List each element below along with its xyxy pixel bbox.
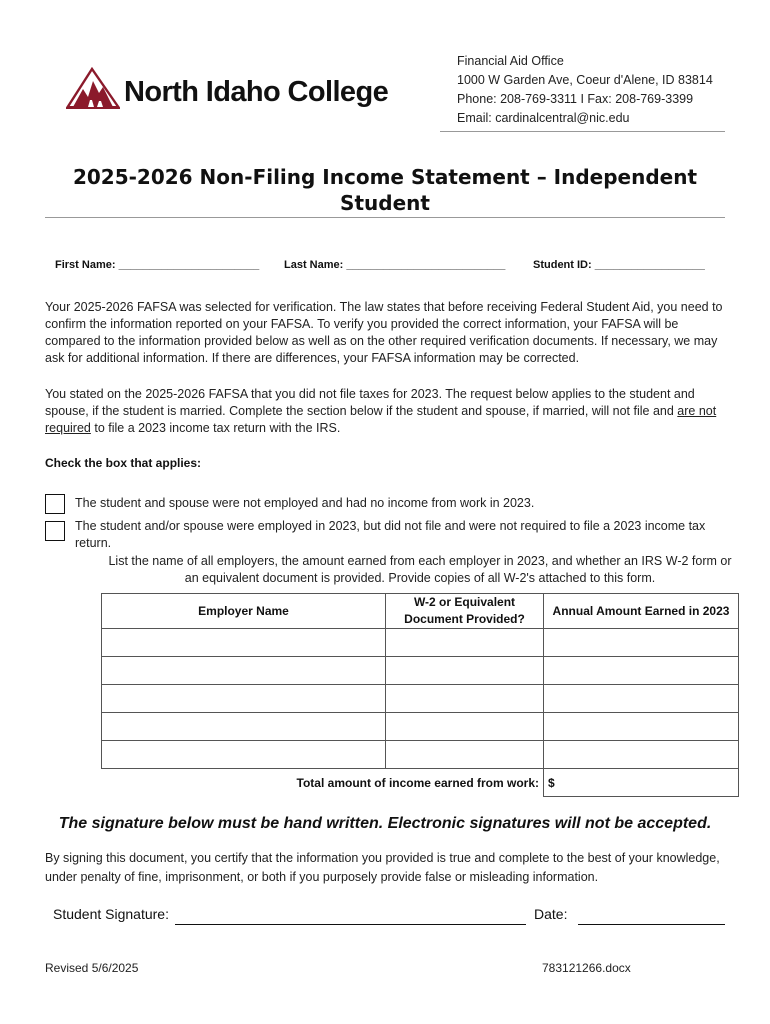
- student-signature-line[interactable]: [175, 924, 526, 925]
- employer-table: [101, 593, 739, 797]
- table-row: [102, 629, 739, 657]
- office-contact-block: [457, 52, 713, 128]
- total-income-label: Total amount of income earned from work:: [102, 769, 544, 797]
- college-name: North Idaho College: [124, 76, 389, 108]
- annual-amount-header: Annual Amount Earned in 2023: [544, 594, 739, 629]
- annual-amount-cell[interactable]: [544, 657, 739, 685]
- office-email: Email: cardinalcentral@nic.edu: [457, 111, 630, 125]
- office-phone-fax: Phone: 208-769-3311 I Fax: 208-769-3399: [457, 92, 694, 106]
- table-total-row: [102, 769, 739, 797]
- non-filing-text-2: to file a 2023 income tax return with the IRS.: [90, 421, 341, 435]
- no-income-option-label: The student and spouse were not employed and had no income from work in 2023.: [75, 496, 535, 510]
- revised-date: Revised 5/6/2025: [45, 961, 139, 975]
- table-row: [102, 741, 739, 769]
- office-name: Financial Aid Office: [457, 54, 564, 68]
- w2-provided-header: W-2 or Equivalent Document Provided?: [386, 594, 544, 629]
- w2-provided-cell[interactable]: [386, 657, 544, 685]
- date-label: Date:: [534, 906, 568, 922]
- table-header-row: [102, 594, 739, 629]
- employer-name-cell[interactable]: [102, 657, 386, 685]
- last-name-field[interactable]: Last Name: __________________________: [284, 259, 506, 271]
- w2-provided-cell[interactable]: [386, 713, 544, 741]
- annual-amount-cell[interactable]: [544, 741, 739, 769]
- employer-name-cell[interactable]: [102, 685, 386, 713]
- annual-amount-cell[interactable]: [544, 685, 739, 713]
- verification-paragraph: Your 2025-2026 FAFSA was selected for verification. The law states that before receiving Federal Student Aid, you need to confirm the information reported on your FAFSA. To verify you provided the correct information, your FAFSA will be compared to the information provided below as well as on the other required verification documents. If necessary, we may ask for additional information. If there are differences, your FAFSA information may be corrected.: [45, 300, 723, 365]
- non-filing-paragraph: [45, 386, 727, 437]
- table-row: [102, 685, 739, 713]
- date-line[interactable]: [578, 924, 725, 925]
- w2-provided-cell[interactable]: [386, 629, 544, 657]
- page-title: 2025-2026 Non-Filing Income Statement – Independent Student: [72, 165, 698, 215]
- signature-warning: The signature below must be hand written. Electronic signatures will not be accepted.: [58, 815, 712, 832]
- dollar-sign: $: [548, 775, 555, 790]
- employer-name-cell[interactable]: [102, 629, 386, 657]
- employed-option-label: The student and/or spouse were employed in 2023, but did not file and were not required to file a 2023 income tax return.: [75, 519, 706, 550]
- table-row: [102, 713, 739, 741]
- annual-amount-cell[interactable]: [544, 629, 739, 657]
- w2-provided-cell[interactable]: [386, 685, 544, 713]
- check-instruction: Check the box that applies:: [45, 456, 202, 470]
- w2-provided-cell[interactable]: [386, 741, 544, 769]
- employed-checkbox[interactable]: [45, 521, 65, 541]
- header-divider: [440, 131, 725, 132]
- student-id-field[interactable]: Student ID: __________________: [533, 259, 705, 271]
- employer-name-header: Employer Name: [102, 594, 386, 629]
- annual-amount-cell[interactable]: [544, 713, 739, 741]
- non-filing-underlined: are not required: [45, 404, 717, 435]
- employer-instructions: List the name of all employers, the amount earned from each employer in 2023, and whether an IRS W-2 form or an equivalent document is provided. Provide copies of all W-2's attached to this form.: [108, 554, 732, 585]
- employer-name-cell[interactable]: [102, 741, 386, 769]
- certification-text: By signing this document, you certify that the information you provided is true and complete to the best of your knowledge, under penalty of fine, imprisonment, or both if you purposely provide false or misleading information.: [45, 851, 720, 884]
- no-income-checkbox[interactable]: [45, 494, 65, 514]
- student-signature-label: Student Signature:: [53, 906, 169, 922]
- title-divider: [45, 217, 725, 218]
- total-income-cell[interactable]: [544, 769, 739, 797]
- college-logo-icon: [66, 67, 120, 109]
- table-row: [102, 657, 739, 685]
- document-id: 783121266.docx: [542, 961, 631, 975]
- office-address: 1000 W Garden Ave, Coeur d'Alene, ID 83814: [457, 73, 713, 87]
- employer-name-cell[interactable]: [102, 713, 386, 741]
- first-name-field[interactable]: First Name: _______________________: [55, 259, 260, 271]
- non-filing-text-1: You stated on the 2025-2026 FAFSA that you did not file taxes for 2023. The request below applies to the student and spouse, if the student is married. Complete the section below if the student and spouse, if married, will not file and: [45, 387, 695, 418]
